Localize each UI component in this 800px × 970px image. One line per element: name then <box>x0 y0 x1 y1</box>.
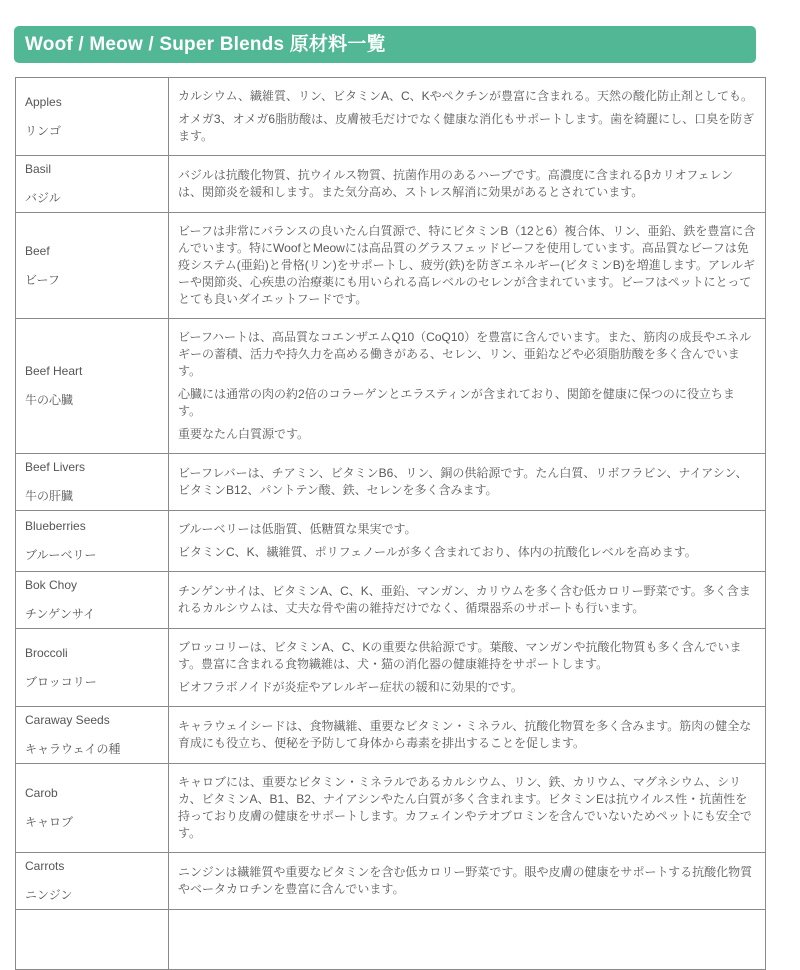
ingredient-name-ja: 牛の肝臓 <box>25 489 74 503</box>
ingredient-name-en: Beef Livers <box>25 460 86 474</box>
description-paragraph: オメガ3、オメガ6脂肪酸は、皮膚被毛だけでなく健康な消化もサポートします。歯を綺麗にし、口臭を防ぎます。 <box>178 112 755 143</box>
ingredient-name-ja: チンゲンサイ <box>25 607 96 621</box>
ingredient-description-cell <box>169 213 766 319</box>
ingredient-name-cell <box>16 853 169 910</box>
ingredient-name-ja: ニンジン <box>25 888 73 902</box>
ingredient-name-cell <box>16 707 169 764</box>
ingredient-name-cell <box>16 910 169 970</box>
ingredients-table <box>15 77 766 970</box>
table-row <box>16 764 766 853</box>
description-paragraph: ビーフレバーは、チアミン、ビタミンB6、リン、銅の供給源です。たん白質、リボフラビン、ナイアシン、ビタミンB12、パントテン酸、鉄、セレンを多く含みます。 <box>178 466 748 497</box>
ingredient-name-cell <box>16 156 169 213</box>
ingredient-description-cell <box>169 707 766 764</box>
table-row <box>16 213 766 319</box>
ingredient-name-ja: ビーフ <box>25 272 60 287</box>
table-row <box>16 707 766 764</box>
table-row <box>16 629 766 707</box>
ingredient-name-ja: ブロッコリー <box>25 674 97 689</box>
description-paragraph: チンゲンサイは、ビタミンA、C、K、亜鉛、マンガン、カリウムを多く含む低カロリー野菜です。多く含まれるカルシウムは、丈夫な骨や歯の維持だけでなく、循環器系のサポートも行います。 <box>178 584 751 615</box>
description-paragraph: ビオフラボノイドが炎症やアレルギー症状の緩和に効果的です。 <box>178 680 523 694</box>
ingredient-description-cell <box>169 156 766 213</box>
ingredient-name-cell <box>16 764 169 853</box>
description-paragraph: 心臓には通常の肉の約2倍のコラーゲンとエラスティンが含まれており、関節を健康に保つのに役立ちます。 <box>178 387 735 418</box>
description-paragraph: ニンジンは繊維質や重要なビタミンを含む低カロリー野菜です。眼や皮膚の健康をサポートする抗酸化物質やベータカロチンを豊富に含んでいます。 <box>178 865 753 896</box>
ingredient-description-cell <box>169 511 766 572</box>
ingredient-name-en: Beef Heart <box>25 364 83 378</box>
description-paragraph: キャロブには、重要なビタミン・ミネラルであるカルシウム、リン、鉄、カリウム、マグネシウム、シリカ、ビタミンA、B1、B2、ナイアシンやたん白質が多く含まれます。ビタミンEは抗ウイルス性・抗菌性を持っており皮膚の健康をサポートします。カフェインやテオブロミンを含んでいないためペットにも安全です。 <box>178 775 752 840</box>
ingredient-description-cell <box>169 853 766 910</box>
ingredient-name-cell <box>16 319 169 454</box>
description-paragraph: カルシウム、繊維質、リン、ビタミンA、C、Kやペクチンが豊富に含まれる。天然の酸化防止剤としても。 <box>178 89 754 103</box>
table-row <box>16 319 766 454</box>
ingredient-name-en: Caraway Seeds <box>25 713 110 727</box>
ingredient-name-en: Apples <box>25 94 62 109</box>
table-row <box>16 156 766 213</box>
ingredient-name-cell <box>16 78 169 156</box>
description-paragraph: ブロッコリーは、ビタミンA、C、Kの重要な供給源です。葉酸、マンガンや抗酸化物質も多く含んでいます。豊富に含まれる食物繊維は、犬・猫の消化器の健康維持をサポートします。 <box>178 640 742 671</box>
table-row <box>16 454 766 511</box>
table-row <box>16 853 766 910</box>
ingredient-description-cell <box>169 910 766 970</box>
ingredient-description-cell <box>169 764 766 853</box>
description-paragraph: ビタミンC、K、繊維質、ポリフェノールが多く含まれており、体内の抗酸化レベルを高めます。 <box>178 545 697 559</box>
ingredient-name-en: Carrots <box>25 859 65 873</box>
ingredient-name-cell <box>16 572 169 629</box>
description-paragraph: ビーフハートは、高品質なコエンザエムQ10（CoQ10）を豊富に含んでいます。また、筋肉の成長やエネルギーの蓄積、活力や持久力を高める働きがある、セレン、リン、亜鉛などや必須脂肪酸を多く含んでいます。 <box>178 330 752 378</box>
description-paragraph: ブルーベリーは低脂質、低糖質な果実です。 <box>178 522 417 536</box>
ingredient-name-en: Bok Choy <box>25 578 78 592</box>
description-paragraph: キャラウェイシードは、食物繊維、重要なビタミン・ミネラル、抗酸化物質を多く含みます。筋肉の健全な育成にも役立ち、便秘を予防して身体から毒素を排出することを促します。 <box>178 719 752 750</box>
table-row <box>16 78 766 156</box>
ingredient-description-cell <box>169 629 766 707</box>
ingredient-name-en: Blueberries <box>25 519 86 533</box>
ingredient-name-en: Basil <box>25 162 52 176</box>
description-paragraph: 重要なたん白質源です。 <box>178 427 310 441</box>
ingredient-description-cell <box>169 319 766 454</box>
ingredient-name-cell <box>16 629 169 707</box>
ingredient-name-en: Carob <box>25 786 58 800</box>
ingredient-name-en: Broccoli <box>25 645 68 660</box>
ingredient-name-ja: キャラウェイの種 <box>25 742 121 756</box>
ingredient-name-cell <box>16 511 169 572</box>
ingredient-name-ja: リンゴ <box>25 123 62 138</box>
description-paragraph: ビーフは非常にバランスの良いたん白質源で、特にビタミンB（12と6）複合体、リン、亜鉛、鉄を豊富に含んでいます。特にWoofとMeowには高品質のグラスフェッドビーフを使用しています。高品質なビーフは免疫システム(亜鉛)と骨格(リン)をサポートし、疲労(鉄)を防ぎエネルギー(ビタミンB)を増進します。アレルギーや関節炎、心疾患の治療薬にも用いられる高レベルのセレンが含まれています。ビーフはペットにとってとても良いダイエットフードです。 <box>178 224 756 306</box>
ingredient-name-ja: ブルーベリー <box>25 548 97 562</box>
ingredient-name-ja: 牛の心臓 <box>25 393 74 407</box>
ingredient-name-ja: キャロブ <box>25 815 74 829</box>
table-row <box>16 572 766 629</box>
ingredient-name-cell <box>16 213 169 319</box>
ingredient-name-ja: バジル <box>25 191 61 205</box>
ingredient-description-cell <box>169 454 766 511</box>
table-row <box>16 910 766 970</box>
description-paragraph: バジルは抗酸化物質、抗ウイルス物質、抗菌作用のあるハーブです。高濃度に含まれるβカリオフェレンは、関節炎を緩和します。また気分高め、ストレス解消に効果があるとされています。 <box>178 168 734 199</box>
page-title: Woof / Meow / Super Blends 原材料一覧 <box>14 26 756 63</box>
ingredient-name-en: Beef <box>25 243 50 258</box>
ingredient-name-cell <box>16 454 169 511</box>
ingredient-description-cell <box>169 572 766 629</box>
table-row <box>16 511 766 572</box>
ingredient-description-cell <box>169 78 766 156</box>
